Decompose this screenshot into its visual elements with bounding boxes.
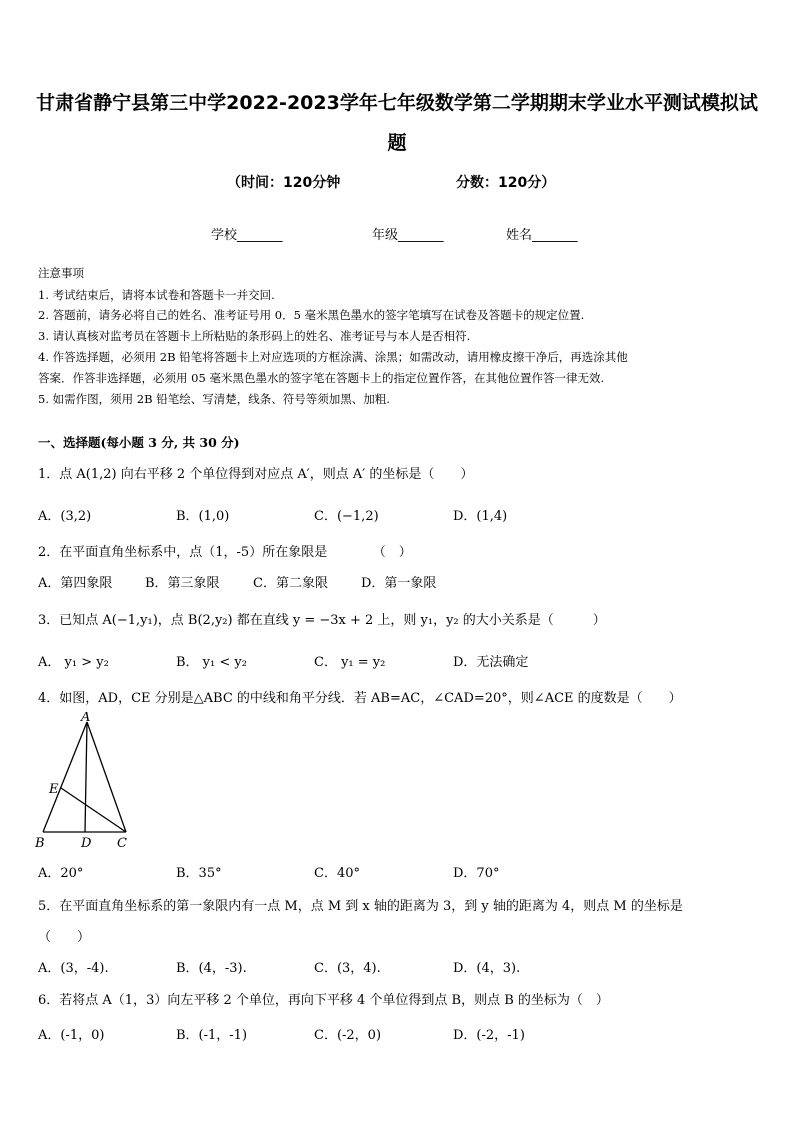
question-5-option-b[interactable]: B．(4，-3). xyxy=(176,961,247,976)
question-5-stem-continued: （ ） xyxy=(38,930,91,945)
question-3-option-a[interactable]: A． y₁ > y₂ xyxy=(38,655,109,670)
question-1-option-a[interactable]: A．(3,2) xyxy=(38,509,92,524)
grade-field: 年级_______ xyxy=(372,228,444,243)
question-3-stem: 3．已知点 A(−1,y₁)，点 B(2,y₂) 都在直线 y = −3x + 2 上，则 y₁，y₂ 的大小关系是（ ） xyxy=(38,613,606,628)
question-1-option-c[interactable]: C．(−1,2) xyxy=(314,509,379,524)
side-ac xyxy=(87,722,126,832)
exam-score: 分数：120分） xyxy=(456,175,556,191)
question-5-stem: 5．在平面直角坐标系的第一象限内有一点 M，点 M 到 x 轴的距离为 3，到 y 轴的距离为 4，则点 M 的坐标是 xyxy=(38,899,683,914)
question-5-option-d[interactable]: D．(4，3). xyxy=(453,961,521,976)
question-1-option-d[interactable]: D．(1,4) xyxy=(453,509,508,524)
label-b: B xyxy=(35,836,45,851)
note-item: 答案．作答非选择题，必须用 05 毫米黑色墨水的签字笔在答题卡上的指定位置作答，在其他位置作答一律无效. xyxy=(38,371,605,385)
question-3-option-b[interactable]: B． y₁ < y₂ xyxy=(176,655,247,670)
bisector-ce xyxy=(61,788,126,832)
label-e: E xyxy=(49,782,59,797)
question-4-option-d[interactable]: D．70° xyxy=(453,866,500,881)
question-2-option-d[interactable]: D．第一象限 xyxy=(361,576,437,591)
question-2-option-a[interactable]: A．第四象限 xyxy=(38,576,113,591)
median-ad xyxy=(85,722,87,832)
question-2-option-b[interactable]: B．第三象限 xyxy=(145,576,220,591)
question-6-option-c[interactable]: C．(-2，0) xyxy=(314,1028,382,1043)
side-ab xyxy=(43,722,87,832)
name-field: 姓名_______ xyxy=(506,228,578,243)
label-a: A xyxy=(81,712,91,725)
exam-title-line1: 甘肃省静宁县第三中学2022-2023学年七年级数学第二学期期末学业水平测试模拟试 xyxy=(36,92,758,114)
question-1-option-b[interactable]: B．(1,0) xyxy=(176,509,230,524)
question-6-option-b[interactable]: B．(-1，-1) xyxy=(176,1028,248,1043)
note-item: 5. 如需作图，须用 2B 铅笔绘、写清楚，线条、符号等须加黑、加粗. xyxy=(38,392,390,406)
note-item: 2. 答题前，请务必将自己的姓名、准考证号用 0．5 毫米黑色墨水的签字笔填写在试卷及答题卡的规定位置. xyxy=(38,308,585,322)
question-3-option-d[interactable]: D．无法确定 xyxy=(453,655,529,670)
question-6-option-d[interactable]: D．(-2，-1) xyxy=(453,1028,525,1043)
question-4-option-c[interactable]: C．40° xyxy=(314,866,360,881)
note-item: 1. 考试结束后，请将本试卷和答题卡一并交回. xyxy=(38,288,275,302)
question-6-option-a[interactable]: A．(-1，0) xyxy=(38,1028,105,1043)
question-4-stem: 4．如图，AD，CE 分别是△ABC 的中线和角平分线．若 AB=AC，∠CAD=20°，则∠ACE 的度数是（ ） xyxy=(38,691,682,706)
note-item: 3. 请认真核对监考员在答题卡上所粘贴的条形码上的姓名、准考证号与本人是否相符. xyxy=(38,329,471,343)
school-field: 学校_______ xyxy=(211,228,283,243)
exam-title-line2: 题 xyxy=(387,132,407,154)
label-c: C xyxy=(117,836,127,851)
exam-time: （时间：120分钟 xyxy=(227,175,341,191)
question-3-option-c[interactable]: C． y₁ = y₂ xyxy=(314,655,386,670)
question-4-option-a[interactable]: A．20° xyxy=(38,866,84,881)
section-heading: 一、选择题(每小题 3 分, 共 30 分) xyxy=(38,435,240,450)
note-item: 4. 作答选择题，必须用 2B 铅笔将答题卡上对应选项的方框涂满、涂黑；如需改动，请用橡皮擦干净后，再选涂其他 xyxy=(38,350,628,364)
label-d: D xyxy=(81,836,92,851)
triangle-diagram xyxy=(34,712,134,852)
question-5-option-a[interactable]: A．(3，-4). xyxy=(38,961,109,976)
question-2-stem: 2．在平面直角坐标系中，点（1，-5）所在象限是 （ ） xyxy=(38,545,412,560)
notes-heading: 注意事项 xyxy=(38,266,84,280)
question-4-option-b[interactable]: B．35° xyxy=(176,866,222,881)
question-6-stem: 6．若将点 A（1，3）向左平移 2 个单位，再向下平移 4 个单位得到点 B，则点 B 的坐标为（ ） xyxy=(38,993,609,1008)
question-5-option-c[interactable]: C．(3，4). xyxy=(314,961,381,976)
question-2-option-c[interactable]: C．第二象限 xyxy=(253,576,328,591)
question-1-stem: 1．点 A(1,2) 向右平移 2 个单位得到对应点 A′，则点 A′ 的坐标是（ ） xyxy=(38,467,474,482)
